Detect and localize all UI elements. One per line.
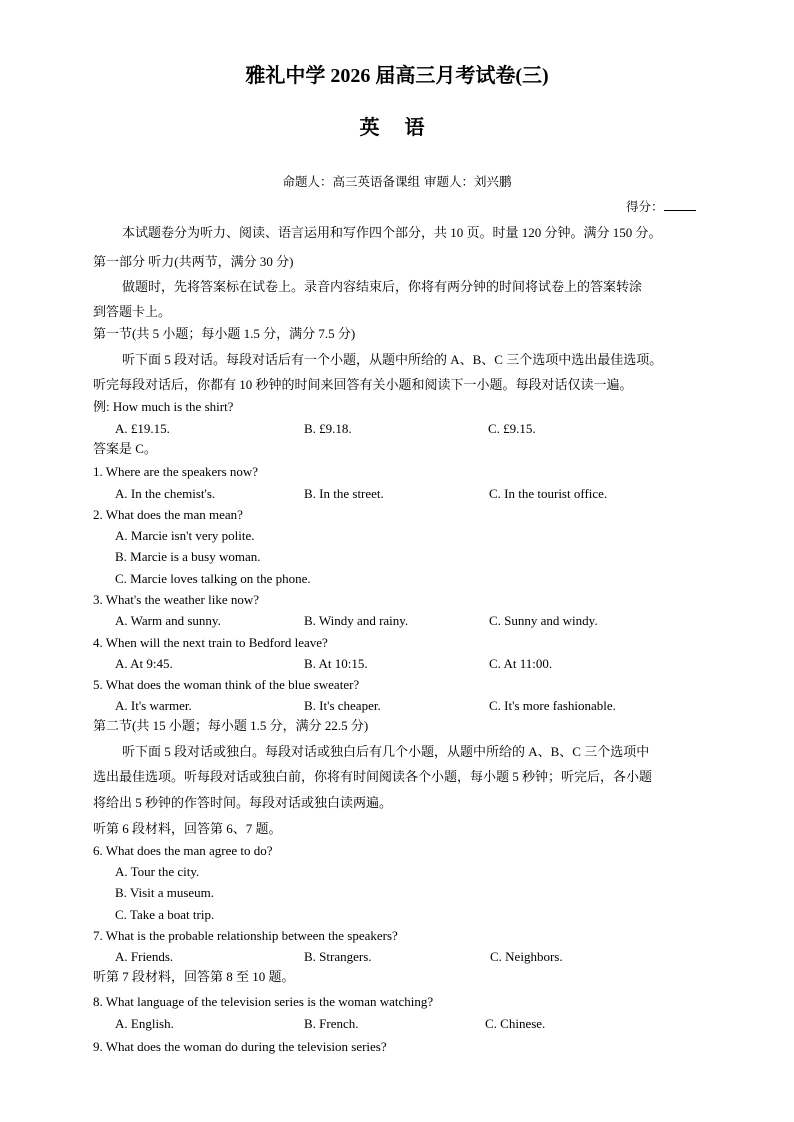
question-4: 4. When will the next train to Bedford leave? xyxy=(93,635,328,650)
material-6-label: 听第 6 段材料，回答第 6、7 题。 xyxy=(93,821,282,836)
section1-instruction-cont: 听完每段对话后，你都有 10 秒钟的时间来回答有关小题和阅读下一小题。每段对话仅读一遍。 xyxy=(93,377,633,392)
q3-option-b: B. Windy and rainy. xyxy=(304,613,409,628)
question-2: 2. What does the man mean? xyxy=(93,507,243,522)
exam-title: 雅礼中学 2026 届高三月考试卷(三) xyxy=(245,65,549,87)
part1-instruction: 做题时，先将答案标在试卷上。录音内容结束后，你将有两分钟的时间将试卷上的答案转涂 xyxy=(122,279,643,294)
q5-option-c: C. It's more fashionable. xyxy=(489,698,616,713)
question-8: 8. What language of the television series is the woman watching? xyxy=(93,994,434,1009)
example-answer: 答案是 C。 xyxy=(93,441,157,456)
author-line: 命题人：高三英语备课组 审题人：刘兴鹏 xyxy=(282,174,512,189)
q7-option-c: C. Neighbors. xyxy=(490,949,563,964)
q3-option-a: A. Warm and sunny. xyxy=(115,613,221,628)
section2-instruction-cont: 选出最佳选项。听每段对话或独白前，你将有时间阅读各个小题，每小题 5 秒钟；听完后，各小题 xyxy=(93,769,653,784)
q4-option-a: A. At 9:45. xyxy=(115,656,173,671)
question-1: 1. Where are the speakers now? xyxy=(93,464,259,479)
section1-heading: 第一节(共 5 小题；每小题 1.5 分，满分 7.5 分) xyxy=(93,326,356,341)
q5-option-b: B. It's cheaper. xyxy=(304,698,381,713)
intro-text: 本试题卷分为听力、阅读、语言运用和写作四个部分，共 10 页。时量 120 分钟。满分 150 分。 xyxy=(122,225,662,240)
subject-title: 英 语 xyxy=(359,117,435,139)
question-9: 9. What does the woman do during the television series? xyxy=(93,1039,387,1054)
q6-option-b: B. Visit a museum. xyxy=(115,885,215,900)
question-6: 6. What does the man agree to do? xyxy=(93,843,273,858)
section2-instruction: 听下面 5 段对话或独白。每段对话或独白后有几个小题，从题中所给的 A、B、C 三个选项中 xyxy=(122,744,650,759)
example-option-c: C. £9.15. xyxy=(488,421,536,436)
q8-option-a: A. English. xyxy=(115,1016,174,1031)
q2-option-b: B. Marcie is a busy woman. xyxy=(115,549,261,564)
score-blank[interactable] xyxy=(664,199,696,211)
score-field xyxy=(626,199,696,214)
section1-instruction: 听下面 5 段对话。每段对话后有一个小题，从题中所给的 A、B、C 三个选项中选出最佳选项。 xyxy=(122,352,663,367)
example-option-a: A. £19.15. xyxy=(115,421,170,436)
q6-option-a: A. Tour the city. xyxy=(115,864,200,879)
q6-option-c: C. Take a boat trip. xyxy=(115,907,215,922)
q8-option-b: B. French. xyxy=(304,1016,359,1031)
material-7-label: 听第 7 段材料，回答第 8 至 10 题。 xyxy=(93,969,295,984)
part1-instruction-cont: 到答题卡上。 xyxy=(93,304,172,319)
q1-option-c: C. In the tourist office. xyxy=(489,486,608,501)
section2-instruction-end: 将给出 5 秒钟的作答时间。每段对话或独白读两遍。 xyxy=(93,795,393,810)
section2-heading: 第二节(共 15 小题；每小题 1.5 分，满分 22.5 分) xyxy=(93,718,369,733)
score-label: 得分： xyxy=(626,199,664,214)
example-question: 例: How much is the shirt? xyxy=(93,399,234,414)
q1-option-a: A. In the chemist's. xyxy=(115,486,216,501)
part1-heading: 第一部分 听力(共两节，满分 30 分) xyxy=(93,254,294,269)
q3-option-c: C. Sunny and windy. xyxy=(489,613,598,628)
example-option-b: B. £9.18. xyxy=(304,421,352,436)
q5-option-a: A. It's warmer. xyxy=(115,698,192,713)
question-3: 3. What's the weather like now? xyxy=(93,592,259,607)
q7-option-b: B. Strangers. xyxy=(304,949,372,964)
q4-option-c: C. At 11:00. xyxy=(489,656,553,671)
question-5: 5. What does the woman think of the blue sweater? xyxy=(93,677,360,692)
q2-option-a: A. Marcie isn't very polite. xyxy=(115,528,255,543)
q1-option-b: B. In the street. xyxy=(304,486,384,501)
q4-option-b: B. At 10:15. xyxy=(304,656,368,671)
q8-option-c: C. Chinese. xyxy=(485,1016,546,1031)
q2-option-c: C. Marcie loves talking on the phone. xyxy=(115,571,311,586)
question-7: 7. What is the probable relationship between the speakers? xyxy=(93,928,398,943)
q7-option-a: A. Friends. xyxy=(115,949,174,964)
